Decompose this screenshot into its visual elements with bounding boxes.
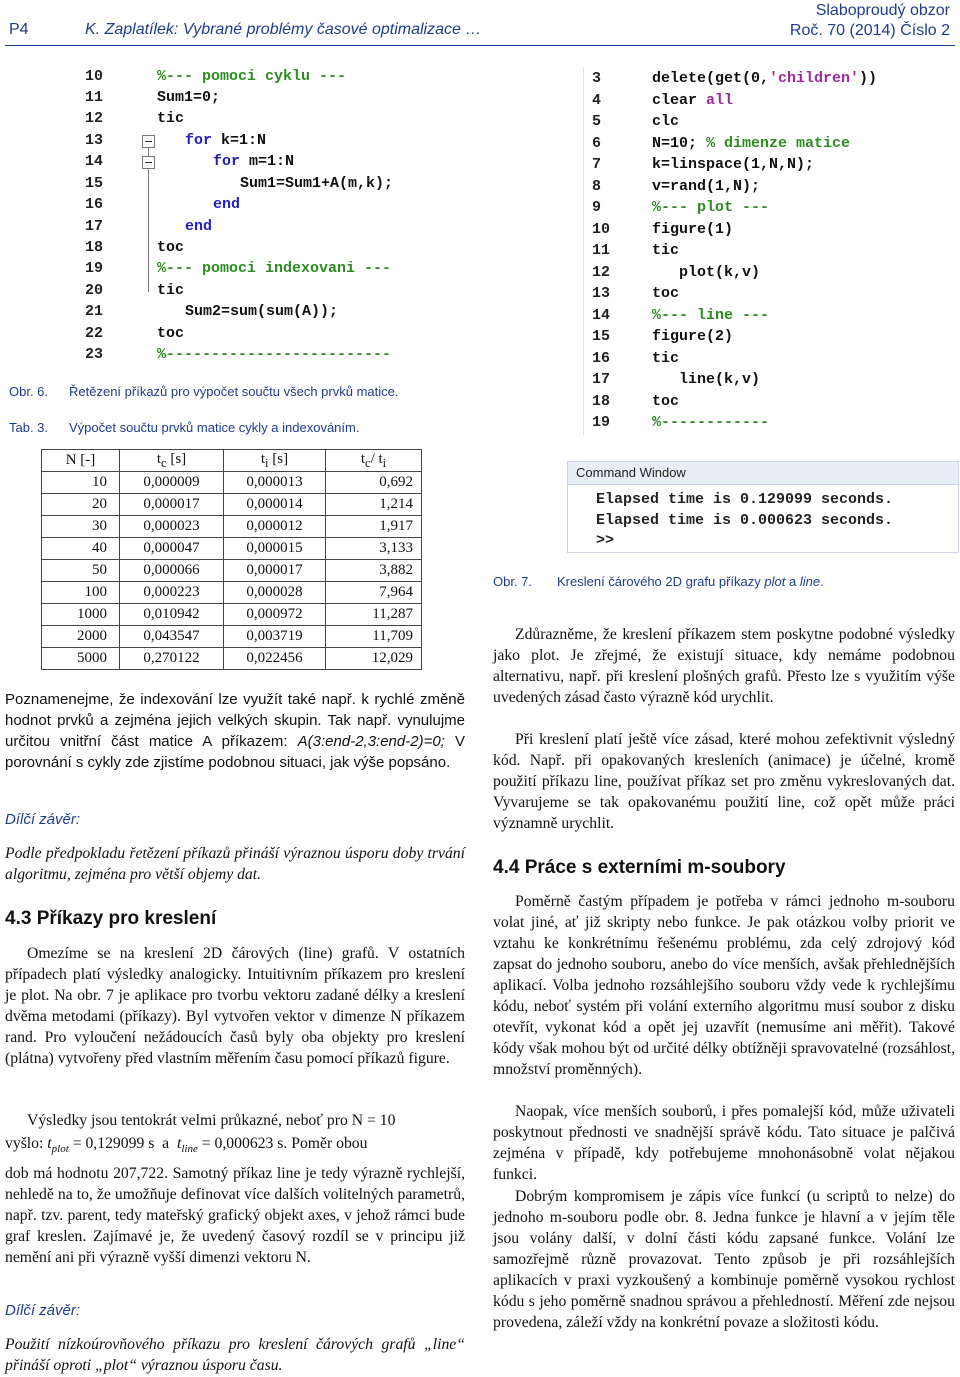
caption-label: Obr. 7.	[493, 574, 533, 589]
journal-name: Slaboproudý obzor	[815, 2, 950, 19]
results-formula	[5, 1133, 465, 1160]
code-line: Sum1=0;	[157, 89, 221, 106]
caption-text: Kreslení čárového 2D grafu příkazy	[557, 574, 765, 589]
code-line: clc	[652, 113, 680, 130]
partial-conclusion-2: Použití nízkoúrovňového příkazu pro kreslení čárových grafů „line“ přináší oproti „plot“ výraznou úsporu času.	[5, 1336, 465, 1374]
code-line: tic	[652, 350, 680, 367]
col-header-ratio: $t_c/$ $t_i$	[326, 450, 422, 472]
table-row: 10 0,000009 0,000013 0,692	[42, 472, 422, 494]
formula-conj: a	[154, 1135, 177, 1152]
paragraph-smaller-files: Naopak, více menších souborů, i přes pomalejší kód, může uživateli poskytnout přednosti ve snadnější správě kódu. Tato situace je palčivá zejména v případě, kdy potřebujeme mnohonásobně volat nějakou funkci.	[493, 1103, 955, 1183]
line-number: 3	[592, 70, 602, 87]
caption-text: Výpočet součtu prvků matice cykly a indexováním.	[69, 420, 360, 435]
code-line: clear all	[652, 92, 734, 109]
line-number: 10	[592, 221, 611, 238]
line-number: 15	[592, 328, 611, 345]
figure-7-caption	[493, 574, 824, 589]
table-header-row	[42, 450, 422, 472]
formula-value-plot: = 0,129099 s	[68, 1135, 155, 1152]
line-number: 13	[592, 285, 611, 302]
code-line: for k=1:N	[185, 132, 267, 149]
line-number: 4	[592, 92, 602, 109]
caption-end: .	[820, 574, 824, 589]
partial-conclusion-1: Podle předpokladu řetězení příkazů přináší výraznou úsporu doby trvání algoritmu, zejména pro větší objemy dat.	[5, 845, 465, 883]
code-listing-loops	[85, 64, 485, 364]
line-number: 19	[592, 414, 611, 431]
code-line: figure(1)	[652, 221, 734, 238]
table-row: 40 0,000047 0,000015 3,133	[42, 538, 422, 560]
line-number: 17	[592, 371, 611, 388]
code-line: v=rand(1,N);	[652, 178, 761, 195]
journal-info	[790, 1, 950, 41]
figure-6-caption	[9, 384, 399, 399]
table-row: 100 0,000223 0,000028 7,964	[42, 582, 422, 604]
code-line: delete(get(0,'children'))	[652, 70, 878, 87]
line-number: 13	[85, 132, 104, 149]
col-header-tc: $t_c$ [s]	[120, 450, 224, 472]
code-line: %------------	[652, 414, 770, 431]
line-number: 14	[85, 153, 104, 170]
code-line: toc	[157, 325, 185, 342]
line-number: 7	[592, 156, 602, 173]
code-line: toc	[652, 393, 680, 410]
elapsed-time-line: Elapsed time is 0.000623 seconds.	[596, 512, 894, 529]
code-line: toc	[652, 285, 680, 302]
paragraph-compromise: Dobrým kompromisem je zápis více funkcí (u scriptů to nelze) do jednoho m-souboru podle obr. 8. Jedna funkce je hlavní a v jejím těle jsou volány další, v dolní části kódu zapsané funkce. Volání lze samozřejmě různě provazovat. Tento způsob je při rozsáhlejších aplikacích v praxi vyzkoušený a kombinuje poměrně vysokou rychlost kódu s jeho poměrně snadnou správou a přehledností. Měření zde nejsou provedena, záleží vždy na konkrétní povaze a složitosti kódu.	[493, 1188, 955, 1331]
caption-and: a	[785, 574, 800, 589]
line-number: 14	[592, 307, 611, 324]
paragraph-drawing-rules: Při kreslení platí ještě více zásad, které mohou zefektivnit výsledný kód. Např. při opakovaných kresleních (animace) je účelné, kromě použití příkazu line, používat příkaz set pro změnu vykreslovaných dat. Vyvarujeme se tak opakovanému použití line, což opět může práci významně urychlit.	[493, 731, 955, 832]
code-line: plot(k,v)	[679, 264, 761, 281]
table-row: 2000 0,043547 0,003719 11,709	[42, 626, 422, 648]
table-row: 50 0,000066 0,000017 3,882	[42, 560, 422, 582]
code-line: for m=1:N	[213, 153, 295, 170]
running-title: K. Zaplatílek: Vybrané problémy časové optimalizace …	[85, 21, 482, 38]
code-line: Sum2=sum(sum(A));	[185, 303, 339, 320]
code-line: %--- plot ---	[652, 199, 770, 216]
line-number: 8	[592, 178, 602, 195]
inline-code: A(3:end-2,3:end-2)=0;	[297, 733, 445, 750]
timing-table	[41, 449, 422, 670]
line-number: 11	[592, 242, 611, 259]
caption-plot: plot	[764, 574, 786, 589]
paragraph-text: V porovnání s cykly zde zjistíme podobnou situaci, jak výše popsáno.	[5, 733, 465, 771]
code-line: tic	[157, 282, 185, 299]
code-line: figure(2)	[652, 328, 734, 345]
line-number: 20	[85, 282, 104, 299]
code-line: toc	[157, 239, 185, 256]
formula-prefix: vyšlo:	[5, 1135, 48, 1152]
code-line: %--- pomoci indexovani ---	[157, 260, 392, 277]
line-number: 10	[85, 68, 104, 85]
line-number: 19	[85, 260, 104, 277]
paragraph-plotting: Omezíme se na kreslení 2D čárových (line) grafů. V ostatních případech platí výsledky analogicky. Intuitivním příkazem pro kreslení je plot. Na obr. 7 je aplikace pro tvorbu vektoru zadané délky a kreslení dvěma metodami (příkazy). Byl vytvořen vektor v dimenze N příkazem rand. Pro vyloučení nežádoucích časů byly oba objekty pro kreslení (plátna) vytvořeny před vlastním měřením času pomocí příkazů figure.	[5, 945, 465, 1067]
line-number: 18	[592, 393, 611, 410]
formula-t-plot: t	[47, 1135, 52, 1152]
line-number: 16	[85, 196, 104, 213]
caption-label: Obr. 6.	[9, 384, 49, 399]
line-number: 23	[85, 346, 104, 363]
caption-text: Řetězení příkazů pro výpočet součtu všech prvků matice.	[69, 384, 399, 399]
code-line: Sum1=Sum1+A(m,k);	[240, 175, 394, 192]
journal-issue: Roč. 70 (2014) Číslo 2	[789, 22, 950, 39]
code-listing-plot	[583, 67, 956, 435]
table-row: 30 0,000023 0,000012 1,917	[42, 516, 422, 538]
paragraph-external-files: Poměrně častým případem je potřeba v rámci jednoho m-souboru volat jiné, ať již skripty nebo funkce. Je pak otázkou volby priorit ve vztahu ke konkrétnímu řešenému problému, zda celý zdrojový kód zapsat do jednoho souboru, anebo do více menších, avšak přehlednějších aplikací. Volba jednoho rozsáhlejšího souboru vždy vede k rychlejšímu kódu, neboť systém při volání externího algoritmu musí soubor z disku otevřít, vykonat kód a opět jej uzavřít (nemusíme ani měřit). Takové kódy však mohou být od určité délky obtížněji spravovatelné (rozsáhlost, množství proměnných).	[493, 893, 955, 1078]
line-number: 6	[592, 135, 602, 152]
partial-conclusion-label: Dílčí závěr:	[5, 1302, 81, 1319]
command-prompt[interactable]: >>	[596, 532, 615, 549]
formula-sub-plot: plot	[51, 1143, 69, 1156]
code-line: end	[213, 196, 241, 213]
command-window-title: Command Window	[568, 462, 958, 485]
formula-sub-line: line	[181, 1143, 198, 1156]
code-line: tic	[652, 242, 680, 259]
line-number: 9	[592, 199, 602, 216]
paragraph-stem: Zdůrazněme, že kreslení příkazem stem poskytne podobné výsledky jako plot. Je zřejmé, že existují situace, kdy nemáme podobnou alternativu, např. při kreslení plošných grafů. Přesto lze s využitím výše uvedených zásad často výrazně kód urychlit.	[493, 626, 955, 706]
formula-value-line: = 0,000623 s	[197, 1135, 284, 1152]
paragraph-results-a: Výsledky jsou tentokrát velmi průkazné, neboť pro N = 10	[27, 1112, 396, 1129]
table-3-caption	[9, 420, 359, 435]
col-header-ti: $t_i$ [s]	[224, 450, 326, 472]
line-number: 18	[85, 239, 104, 256]
fold-collapse-icon	[142, 135, 155, 148]
paragraph-text: Poznamenejme, že indexování lze využít také např. k rychlé změně hodnot prvků a zejména jejich velkých skupin. Tak např. vynulujme určitou vnitřní část matice A příkazem:	[5, 691, 465, 750]
line-number: 16	[592, 350, 611, 367]
header-rule	[5, 45, 955, 46]
code-line: %--- pomoci cyklu ---	[157, 68, 347, 85]
paragraph-indexing	[5, 689, 465, 773]
command-window	[567, 461, 959, 553]
line-number: 12	[592, 264, 611, 281]
line-number: 15	[85, 175, 104, 192]
elapsed-time-plot: Elapsed time is 0.129099 seconds.	[596, 491, 894, 508]
line-number: 5	[592, 113, 602, 130]
caption-line: line	[799, 574, 821, 589]
formula-suffix: . Poměr obou	[283, 1135, 368, 1152]
partial-conclusion-label: Dílčí závěr:	[5, 811, 81, 828]
code-line: %-------------------------	[157, 346, 392, 363]
caption-label: Tab. 3.	[9, 420, 49, 435]
code-line: line(k,v)	[679, 371, 761, 388]
table-row: 5000 0,270122 0,022456 12,029	[42, 648, 422, 670]
section-4-4-heading: 4.4 Práce s externími m-soubory	[493, 857, 786, 878]
formula-t-line: t	[176, 1135, 182, 1152]
code-line: N=10; % dimenze matice	[652, 135, 851, 152]
table-row: 1000 0,010942 0,000972 11,287	[42, 604, 422, 626]
section-4-3-heading: 4.3 Příkazy pro kreslení	[5, 908, 217, 929]
code-line: tic	[157, 110, 185, 127]
code-line: end	[185, 218, 213, 235]
code-line: k=linspace(1,N,N);	[652, 156, 815, 173]
paragraph-results-b: dob má hodnotu 207,722. Samotný příkaz line je tedy výrazně rychlejší, nehledě na to, že umožňuje definovat více dalších volitelných parametrů, např. tzv. parent, tedy mateřský grafický objekt axes, v jehož rámci bude graf kreslen. Zajímavé je, že uvedený časový rozdíl se v principu již nemění ani při výrazně vyšší dimenzi vektoru N.	[5, 1165, 465, 1266]
col-header-n: N [-]	[42, 450, 120, 472]
page-number: P4	[9, 21, 29, 38]
line-number: 11	[85, 89, 104, 106]
fold-collapse-icon	[142, 156, 155, 169]
table-row: 20 0,000017 0,000014 1,214	[42, 494, 422, 516]
line-number: 12	[85, 110, 104, 127]
line-number: 17	[85, 218, 104, 235]
code-line: %--- line ---	[652, 307, 770, 324]
line-number: 21	[85, 303, 104, 320]
line-number: 22	[85, 325, 104, 342]
